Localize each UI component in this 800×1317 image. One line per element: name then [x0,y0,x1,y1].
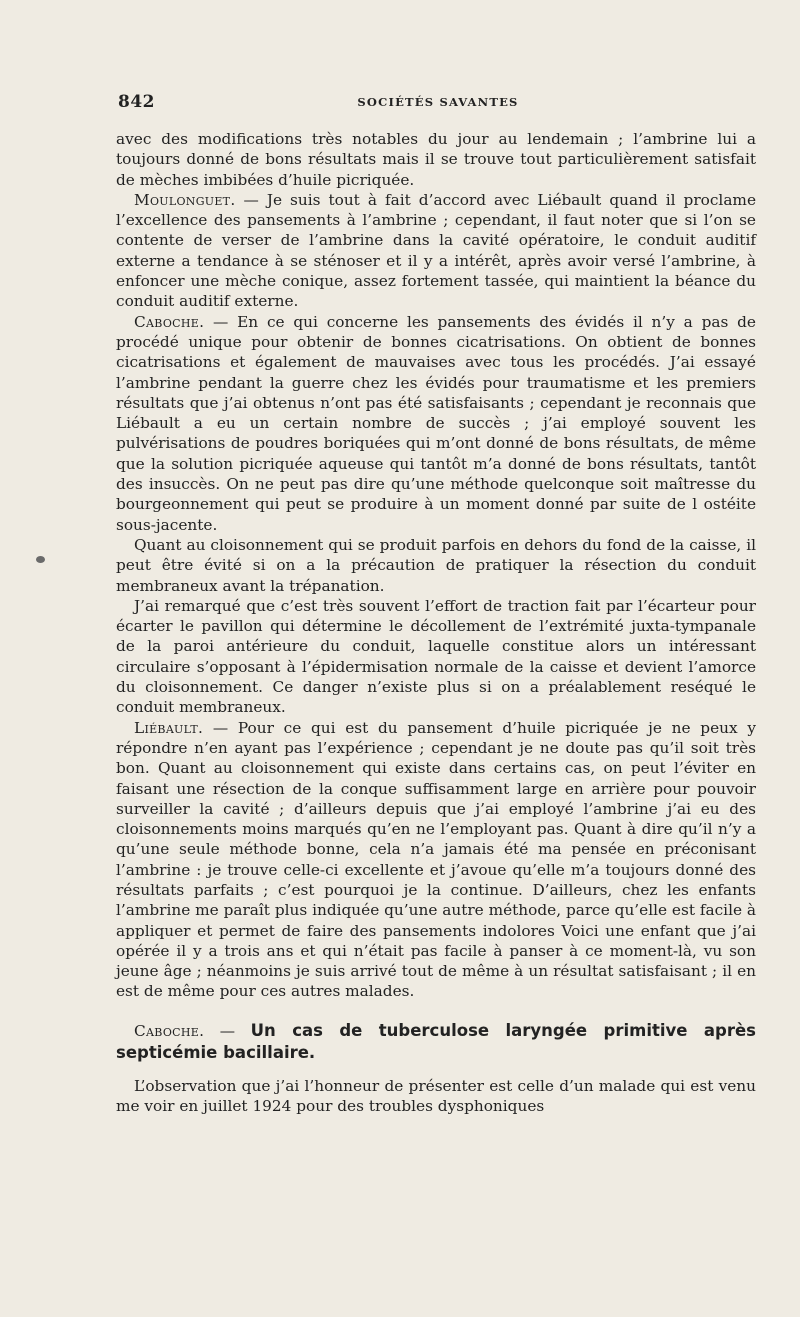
section-heading [116,1020,756,1064]
paragraph-liebault [116,718,756,1002]
section-title: Un cas de tuberculose laryngée primitive après septicémie bacillaire. [116,1020,756,1062]
section-paragraph [116,1076,756,1117]
speaker-name: Caboche. [134,1021,205,1040]
paragraph-remarque [116,596,756,718]
paragraph-text: Quant au cloisonnement qui se produit parfois en dehors du fond de la caisse, il peut être évité si on a la précaution de pratiquer la résection du conduit membraneux avant la trépanation. [116,535,756,595]
body-text [116,129,756,1116]
running-title: SOCIÉTÉS SAVANTES [357,95,519,109]
paragraph-text: J’ai remarqué que c’est très souvent l’effort de traction fait par l’écarteur pour écarter le pavillon qui détermine le décollement de l’extrémité juxta-tympanale de la paroi antérieure du conduit, laquelle constitue alors un intéressant circulaire s’opposant à l’épidermisation normale de la caisse et devient l’amorce du cloisonnement. Ce danger n’existe plus si on a préalablement reséqué le conduit membraneux. [116,596,756,717]
paragraph-cloisonnement [116,535,756,596]
paragraph-text: — Pour ce qui est du pansement d’huile picriquée je ne peux y répondre n’en ayant pas l’expérience ; cependant je ne doute pas qu’il soit très bon. Quant au cloisonnement qui existe dans certains cas, on peut l’éviter en faisant une résection de la conque suffisamment large en arrière pour pouvoir surveiller la cavité ; d’ailleurs depuis que j’ai employé l’ambrine j’ai eu des cloisonnements moins marqués qu’en ne l’employant pas. Quant à dire qu’il n’y a qu’une seule méthode bonne, cela n’a jamais été ma pensée en préconisant l’ambrine : je trouve celle-ci excellente et j’avoue qu’elle m’a toujours donné des résultats parfaits ; c’est pourquoi je la continue. D’ailleurs, chez les enfants l’ambrine me paraît plus indiquée qu’une autre méthode, parce qu’elle est facile à appliquer et permet de faire des pansements indolores Voici une enfant que j’ai opérée il y a trois ans et qui n’était pas facile à panser à ce moment-là, vu son jeune âge ; néanmoins je suis arrivé tout de même à un résultat satisfaisant ; il en est de même pour ces autres malades. [116,718,756,1001]
paragraph-text: L’observation que j’ai l’honneur de présenter est celle d’un malade qui est venu me voir en juillet 1924 pour des troubles dysphoniques [116,1076,756,1116]
paragraph-caboche [116,312,756,535]
heading-dash: — [204,1021,251,1040]
paragraph-text: avec des modifications très notables du jour au lendemain ; l’ambrine lui a toujours donné de bons résultats mais il se trouve tout particulièrement satisfait de mèches imbibées d’huile picriquée. [116,130,756,189]
paragraph-1 [116,129,756,190]
speaker-name: Caboche. [134,312,205,331]
ink-blot [36,556,45,563]
speaker-name: Moulonguet. [134,190,236,209]
speaker-name: Liébault. [134,718,204,737]
paragraph-text: — Je suis tout à fait d’accord avec Liébault quand il proclame l’excellence des pansements à l’ambrine ; cependant, il faut noter que si l’on se contente de verser de l’ambrine dans la cavité opératoire, le conduit auditif externe a tendance à se sténoser et il y a intérêt, après avoir versé l’ambrine, à enfoncer une mèche conique, assez fortement tassée, qui maintient la béance du conduit auditif externe. [116,190,756,311]
page-number: 842 [118,92,155,112]
paragraph-text: — En ce qui concerne les pansements des évidés il n’y a pas de procédé unique pour obtenir de bonnes cicatrisations. On obtient de bonnes cicatrisations et également de mauvaises avec tous les procédés. J’ai essayé l’ambrine pendant la guerre chez les évidés pour traumatisme et les premiers résultats que j’ai obtenus n’ont pas été satisfaisants ; cependant je reconnais que Liébault a eu un certain nombre de succès ; j’ai employé souvent les pulvérisations de poudres boriquées qui m’ont donné de bons résultats, de même que la solution picriquée aqueuse qui tantôt m’a donné de bons résultats, tantôt des insuccès. On ne peut pas dire qu’une méthode quelconque soit maîtresse du bourgeonnement qui peut se produire à un moment donné par suite de l ostéite sous-jacente. [116,312,756,534]
page-header [118,92,758,116]
paragraph-moulonguet [116,190,756,312]
